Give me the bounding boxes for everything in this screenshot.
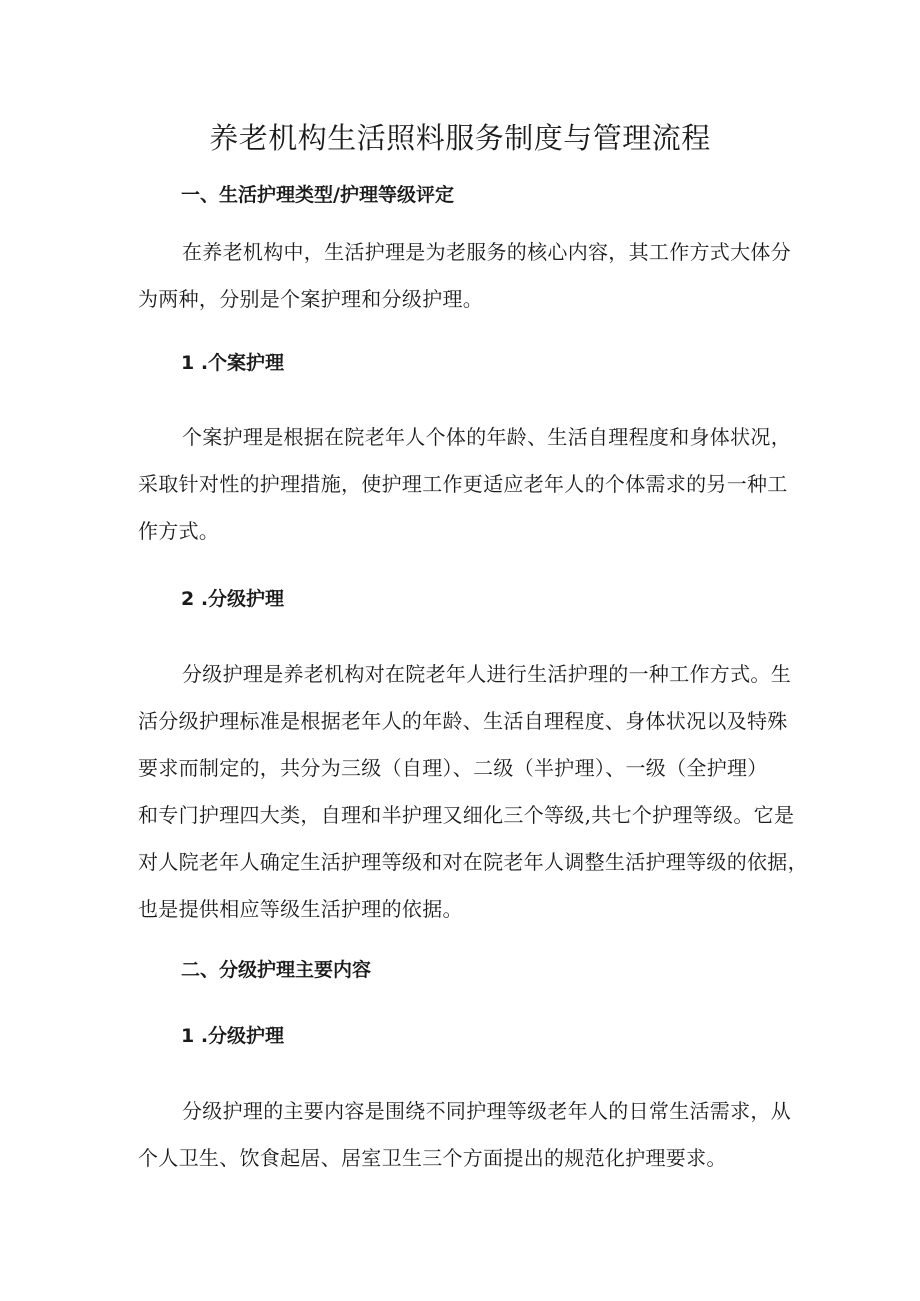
paragraph-line: 要求而制定的，共分为三级（自理）、二级（半护理）、一级（全护理） (138, 756, 768, 780)
paragraph-line: 作方式。 (138, 519, 220, 543)
document-title: 养老机构生活照料服务制度与管理流程 (209, 121, 711, 155)
graded-care-paragraph (138, 651, 808, 933)
section-heading-2: 二、分级护理主要内容 (181, 959, 372, 981)
paragraph-line: 活分级护理标准是根据老年人的年龄、生活自理程度、身体状况以及特殊 (138, 709, 788, 733)
subsection-heading-graded-care: 2 .分级护理 (181, 588, 285, 610)
paragraph-line: 也是提供相应等级生活护理的依据。 (138, 897, 463, 921)
individual-care-paragraph (138, 414, 798, 555)
paragraph-line: 个人卫生、饮食起居、居室卫生三个方面提出的规范化护理要求。 (138, 1146, 727, 1170)
paragraph-line: 采取针对性的护理措施，使护理工作更适应老年人的个体需求的另一种工 (138, 472, 788, 496)
paragraph-line: 和专门护理四大类，自理和半护理又细化三个等级,共七个护理等级。它是 (138, 803, 795, 827)
paragraph-line: 对人院老年人确定生活护理等级和对在院老年人调整生活护理等级的依据， (138, 850, 808, 874)
paragraph-line: 分级护理是养老机构对在院老年人进行生活护理的一种工作方式。生 (182, 662, 791, 686)
section-heading-1: 一、生活护理类型/护理等级评定 (181, 184, 454, 206)
subsection-heading-graded-care-content: 1 .分级护理 (181, 1025, 285, 1047)
paragraph-line: 分级护理的主要内容是围绕不同护理等级老年人的日常生活需求，从 (182, 1099, 791, 1123)
graded-care-content-paragraph (138, 1088, 798, 1182)
subsection-heading-individual-care: 1 .个案护理 (181, 352, 285, 374)
section-1-intro-paragraph (138, 229, 798, 323)
paragraph-line: 在养老机构中，生活护理是为老服务的核心内容，其工作方式大体分 (182, 240, 791, 264)
paragraph-line: 为两种，分别是个案护理和分级护理。 (138, 287, 484, 311)
paragraph-line: 个案护理是根据在院老年人个体的年龄、生活自理程度和身体状况， (182, 425, 791, 449)
